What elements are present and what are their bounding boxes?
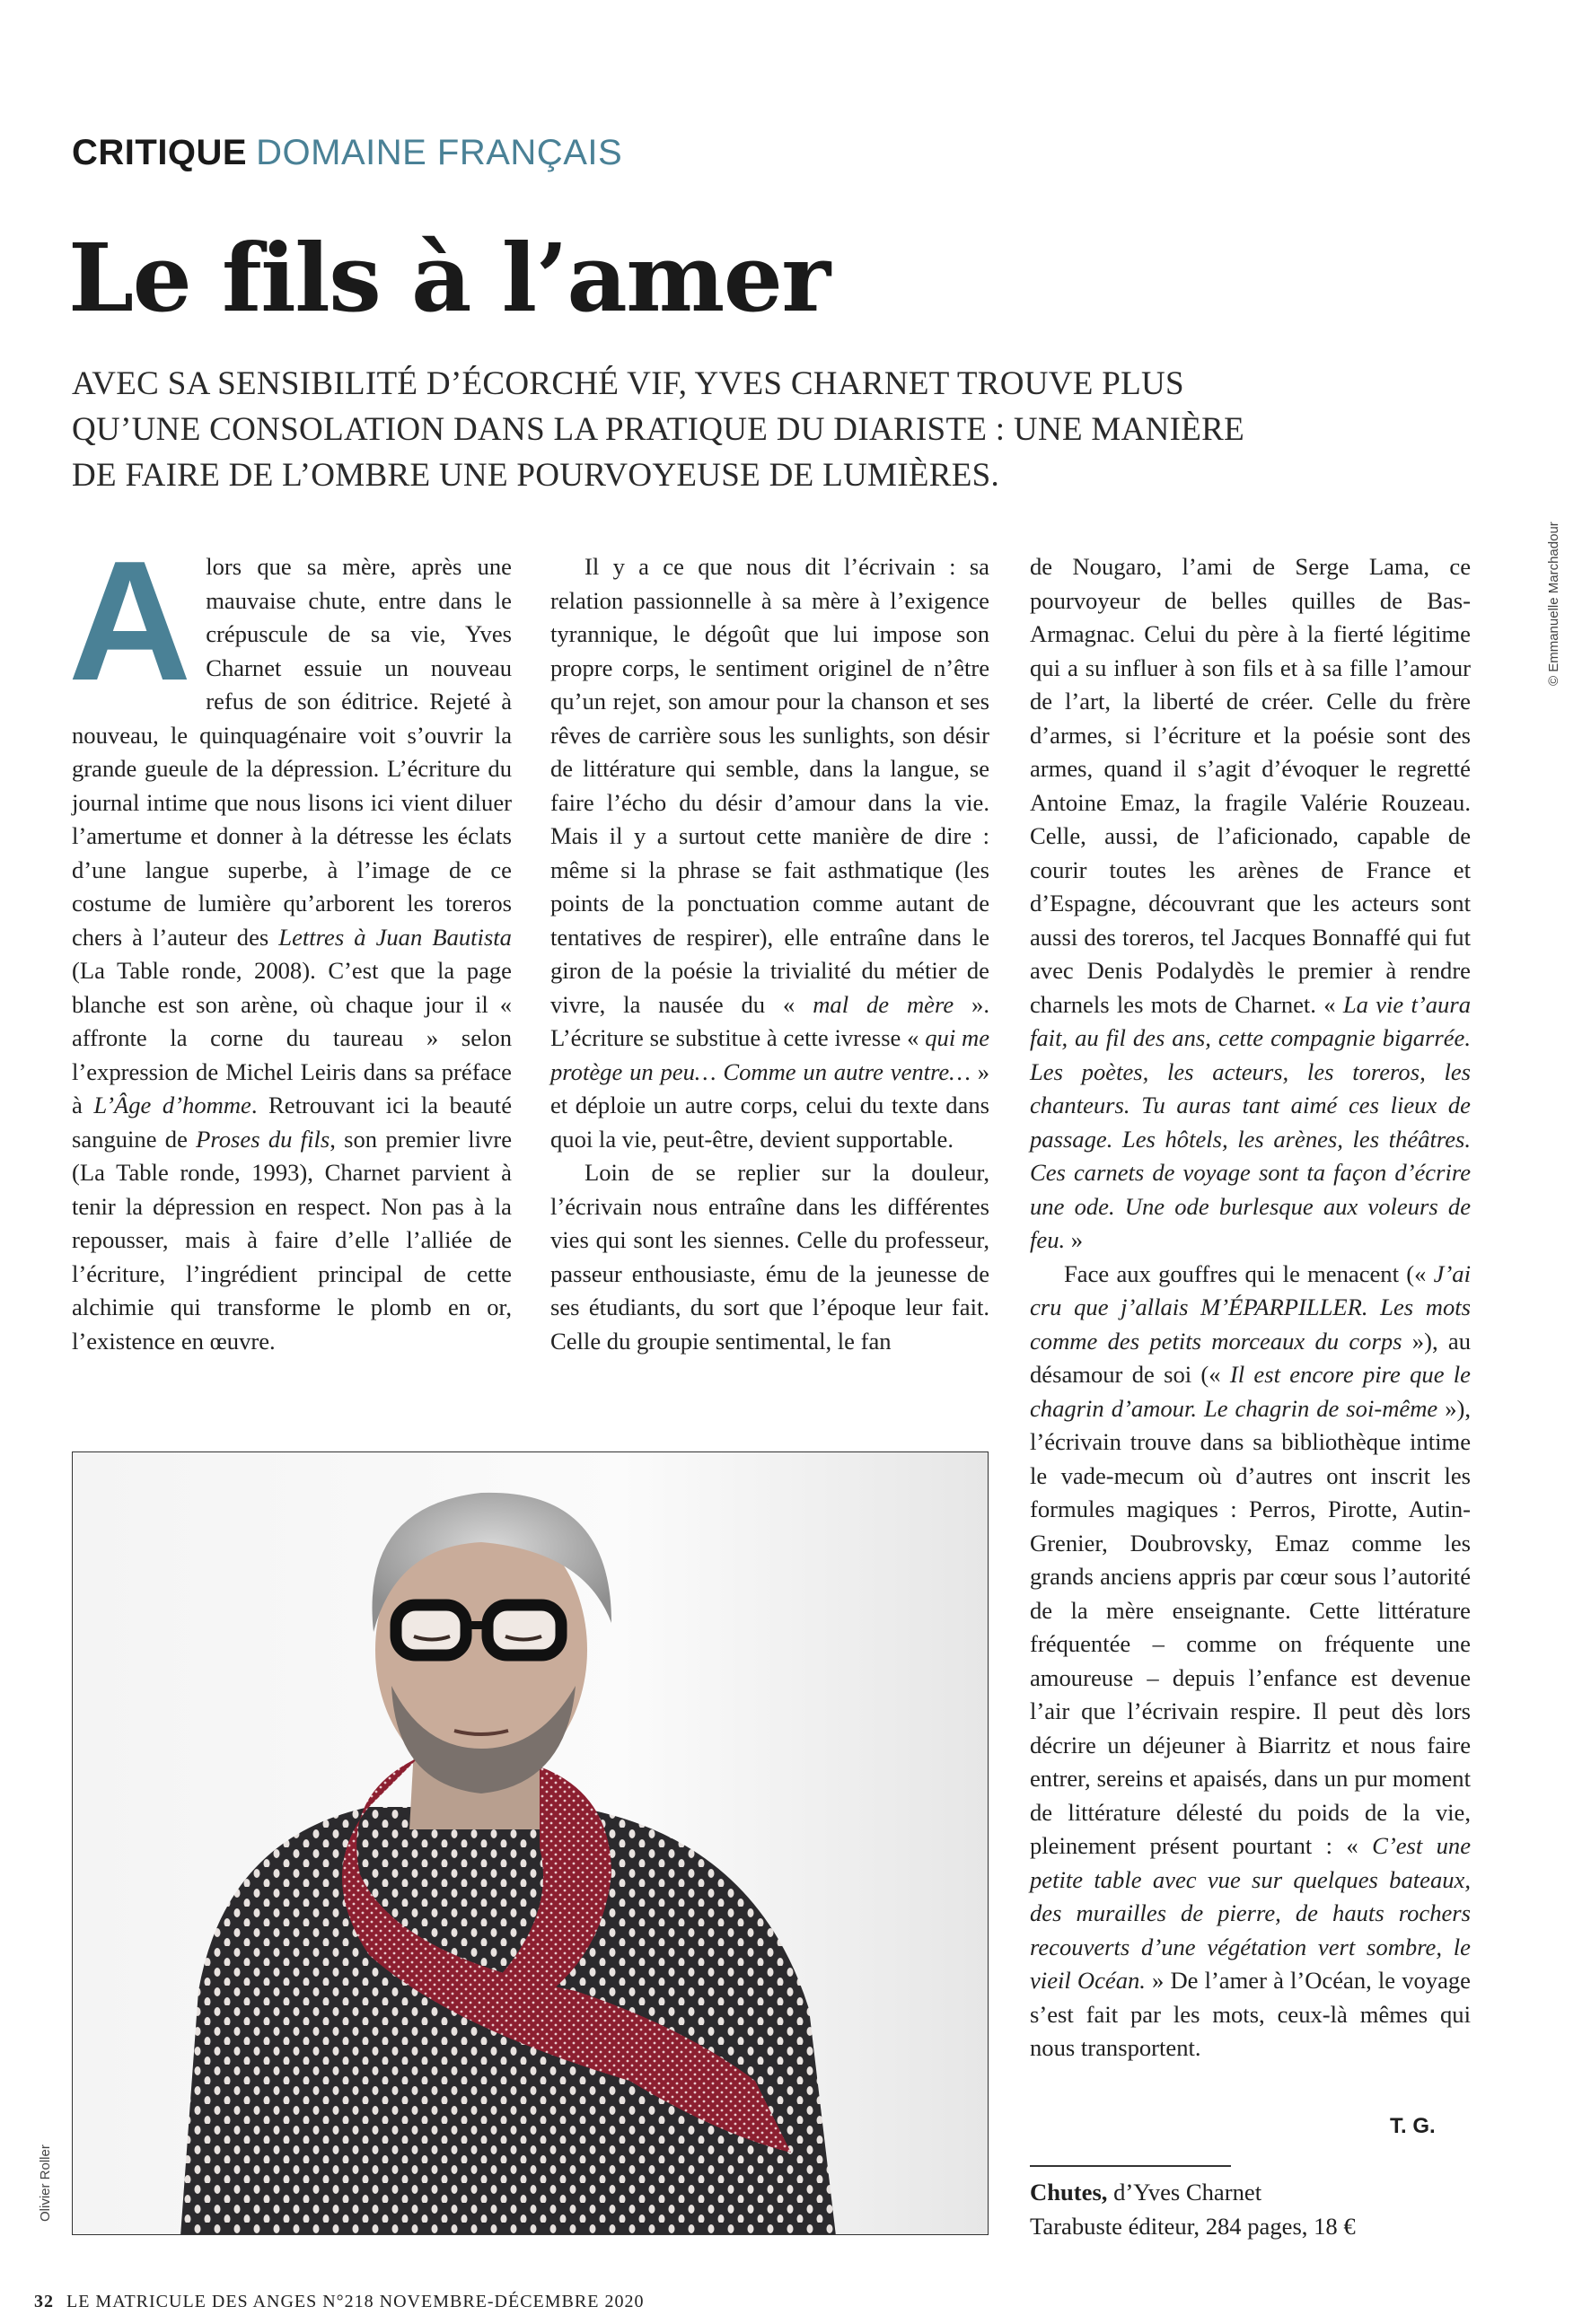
author-portrait-illustration	[73, 1452, 989, 2235]
rubric	[72, 135, 622, 171]
article-column-3	[1030, 550, 1471, 2065]
book-title: Chutes,	[1030, 2179, 1108, 2206]
rubric-category: CRITIQUE	[72, 133, 248, 172]
article-column-2	[550, 550, 989, 1358]
text-run: , son premier livre (La Table ronde, 1993), Charnet parvient à tenir la dépression en respect. Non pas à la repousser, mais à faire d’elle l’alliée de l’écriture, l’ingrédient principal de cette alchimie qui transforme le plomb en or, l’existence en œuvre.	[72, 1125, 512, 1355]
text-run: (La Table ronde, 2008). C’est que la page blanche est son arène, où chaque jour il « affronte la corne du taureau » selon l’expression de Michel Leiris dans sa préface à	[72, 957, 512, 1118]
quote-italic: qui me protège un peu… Comme un autre ventre…	[550, 1024, 989, 1085]
quote-italic: mal de mère	[813, 990, 954, 1018]
text-run: » De l’amer à l’Océan, le voyage s’est fait par les mots, ceux-là mêmes qui nous transportent.	[1030, 1967, 1471, 2061]
paragraph	[1030, 550, 1471, 1258]
quote-italic: Il est encore pire que le chagrin d’amour. Le chagrin de soi-même	[1030, 1361, 1471, 1422]
author-signature: T. G.	[1390, 2114, 1436, 2138]
quote-italic: La vie t’aura fait, au fil des ans, cette compagnie bigarrée. Les poètes, les acteurs, les toreros, les chanteurs. Tu auras tant aimé ces lieux de passage. Les hôtels, les arènes, les théâtres. Ces carnets de voyage sont ta façon d’écrire une ode. Une ode burlesque aux voleurs de feu.	[1030, 990, 1471, 1253]
book-details: Tarabuste éditeur, 284 pages, 18 €	[1030, 2213, 1356, 2240]
quote-italic: C’est une petite table avec vue sur quelques bateaux, des murailles de pierre, de hauts rochers recouverts d’une végétation vert sombre, le vieil Océan.	[1030, 1832, 1471, 1994]
text-run: »	[1065, 1226, 1084, 1253]
text-run: . Retrouvant ici la beauté sanguine de	[72, 1092, 512, 1153]
quote-italic: J’ai cru que j’allais M’ÉPARPILLER. Les mots comme des petits morceaux du corps	[1030, 1259, 1471, 1355]
drop-cap: A	[68, 526, 192, 716]
page-number: 32	[34, 2292, 54, 2311]
article-title: Le fils à l’amer	[68, 223, 830, 333]
text-run: de Nougaro, l’ami de Serge Lama, ce pourvoyeur de belles quilles de Bas-Armagnac. Celui du père à la fierté légitime qui a su influer à son fils et à sa fille l’amour de l’art, la liberté de créer. Celle du frère d’armes, si l’écriture et la poésie sont des armes, quand il s’agit d’évoquer le regretté Antoine Emaz, la fragile Valérie Rouzeau. Celle, aussi, de l’aficionado, capable de courir toutes les arènes de France et d’Espagne, découvrant que les acteurs sont aussi des toreros, tel Jacques Bonnaffé qui fut avec Denis Podalydès le premier à rendre charnels les mots de Charnet. «	[1030, 553, 1471, 1018]
article-deck: AVEC SA SENSIBILITÉ D’ÉCORCHÉ VIF, YVES CHARNET TROUVE PLUS QU’UNE CONSOLATION DANS LA PRATIQUE DU DIARISTE : UNE MANIÈRE DE FAIRE DE L’OMBRE UNE POURVOYEUSE DE LUMIÈRES.	[72, 365, 1245, 494]
text-run: Il y a ce que nous dit l’écrivain : sa relation passionnelle à sa mère à l’exigence tyrannique, le dégoût que lui impose son propre corps, le sentiment originel de n’être qu’un rejet, son amour pour la chanson et ses rêves de carrière sous les sunlights, son désir de littérature qui semble, dans la langue, se faire l’écho du désir d’amour dans la vie. Mais il y a surtout cette manière de dire : même si la phrase se fait asthmatique (les points de la ponctuation comme autant de tentatives de respirer), elle entraîne dans le giron de la poésie la trivialité du métier de vivre, la nausée du «	[550, 553, 989, 1018]
book-title-italic: Lettres à Juan Bautista	[278, 923, 512, 951]
paragraph: Loin de se replier sur la douleur, l’écrivain nous entraîne dans les différentes vies qui sont les siennes. Celle du professeur, passeur enthousiaste, ému de la jeunesse de ses étudiants, du sort que l’époque leur fait. Celle du groupie sentimental, le fan	[550, 1159, 989, 1355]
photo-credit-top: © Emmanuelle Marchadour	[1546, 522, 1561, 686]
text-run: » et déploie un autre corps, celui du texte dans quoi la vie, peut-être, devient supportable.	[550, 1057, 990, 1153]
article-column-1	[68, 526, 512, 1358]
photo-credit-bottom: Olivier Roller	[38, 2144, 53, 2222]
text-run: »), l’écrivain trouve dans sa bibliothèque intime le vade-mecum où d’autres ont inscrit les formules magiques : Perros, Pirotte, Autin-Grenier, Doubrovsky, Emaz comme les grands anciens appris par cœur sous l’autorité de la mère enseignante. Cette littérature fréquentée – comme on fréquente une amoureuse – depuis l’enfance est devenue l’air que l’écrivain respire. Il peut dès lors décrire un déjeuner à Biarritz et nous faire entrer, sereins et apaisés, dans un pur moment de littérature délesté du poids de la vie, pleinement présent pourtant : «	[1030, 1394, 1471, 1859]
book-title-italic: L’Âge d’homme	[93, 1092, 251, 1118]
paragraph	[68, 526, 512, 1358]
footer-publication: LE MATRICULE DES ANGES N°218 NOVEMBRE-DÉCEMBRE 2020	[66, 2292, 645, 2311]
paragraph	[550, 550, 989, 1156]
book-title-italic: Proses du fils	[196, 1125, 330, 1153]
text-run: »), au désamour de soi («	[1030, 1327, 1471, 1388]
paragraph	[1030, 1258, 1471, 2065]
rubric-section: DOMAINE FRANÇAIS	[256, 133, 623, 172]
author-photo	[72, 1451, 989, 2235]
text-run: Face aux gouffres qui le menacent («	[1064, 1259, 1434, 1287]
book-reference	[1030, 2175, 1356, 2243]
page-footer	[34, 2292, 644, 2312]
text-run: ». L’écriture se substitue à cette ivresse «	[550, 990, 989, 1051]
divider	[1030, 2165, 1231, 2167]
text-run: lors que sa mère, après une mauvaise chute, entre dans le crépuscule de sa vie, Yves Charnet essuie un nouveau refus de son éditrice. Rejeté à nouveau, le quinquagénaire voit s’ouvrir la grande gueule de la dépression. L’écriture du journal intime que nous lisons ici vient diluer l’amertume et donner à la détresse les éclats d’une langue superbe, à l’image de ce costume de lumière qu’arborent les toreros chers à l’auteur des	[72, 553, 512, 951]
book-author: d’Yves Charnet	[1107, 2179, 1262, 2206]
